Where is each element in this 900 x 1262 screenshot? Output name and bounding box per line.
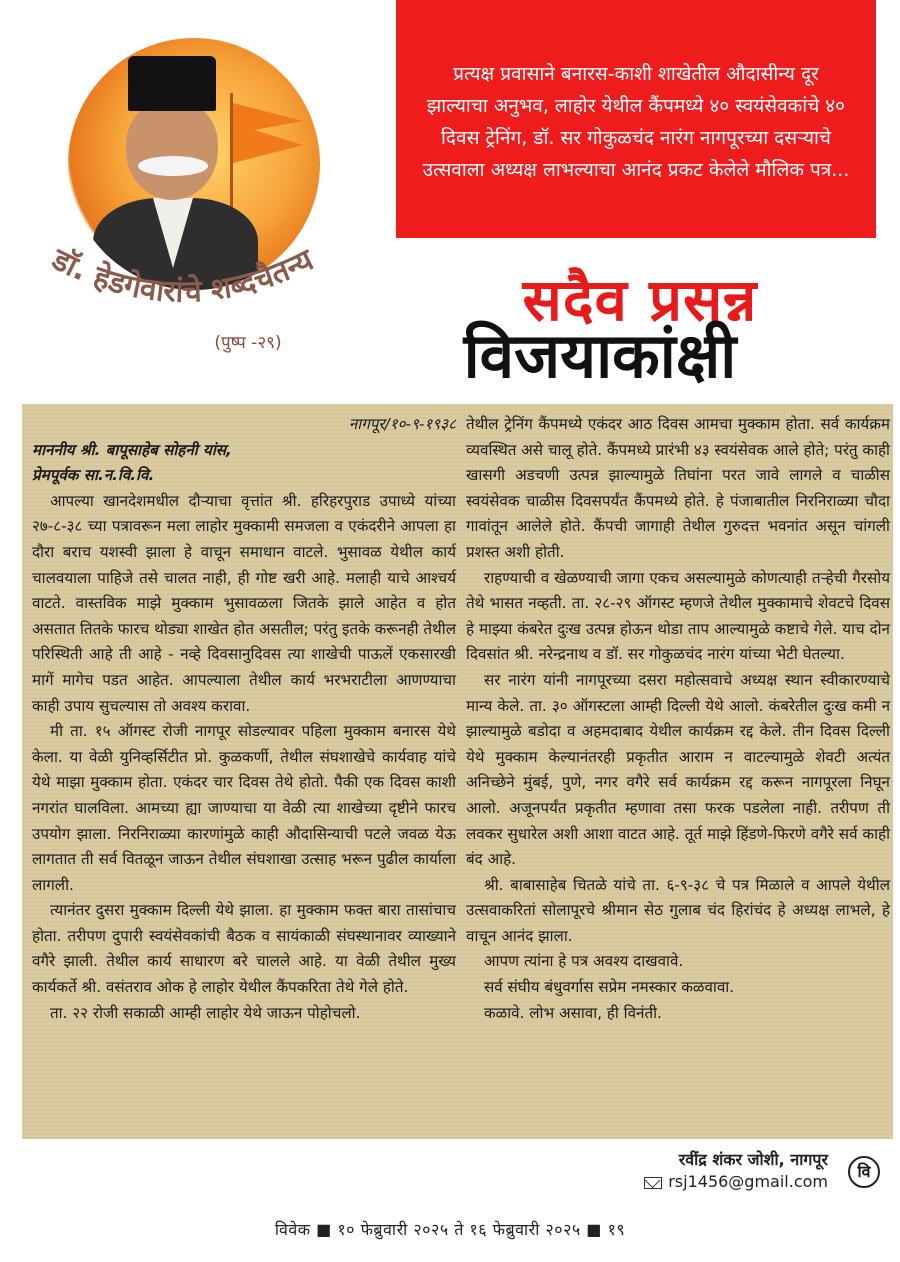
paragraph: सर्व संघीय बंधुवर्गास सप्रेम नमस्कार कळवावा.: [484, 978, 735, 997]
vivek-logo-icon: वि: [848, 1156, 880, 1188]
author-name: रवींद्र शंकर जोशी, नागपूर: [678, 1150, 828, 1169]
paragraph: श्री. बाबासाहेब चितळे यांचे ता. ६-९-३८ चे पत्र मिळाले व आपले येथील उत्सवाकरितां सोलापूरचे श्रीमान सेठ गुलाब चंद हिरांचंद हे अध्यक्ष लाभले, हे वाचून आनंद झाला.: [466, 875, 890, 945]
headline-line-1: सदैव प्रसन्न: [522, 266, 758, 334]
letter-salutation: माननीय श्री. बापूसाहेब सोहनी यांस,: [32, 440, 232, 459]
intro-box: प्रत्यक्ष प्रवासाने बनारस-काशी शाखेतील औदासीन्य दूर झाल्याचा अनुभव, लाहोर येथील कैंपमध्ये ४० स्वयंसेवकांचे ४० दिवस ट्रेनिंग, डॉ. सर गोकुळचंद नारंग नागपूरच्या दसऱ्याचे उत्सवाला अध्यक्ष लाभल्याचा आनंद प्रकट केलेले मौलिक पत्र...: [396, 0, 876, 238]
portrait-face: [126, 100, 218, 200]
portrait-cap: [128, 56, 216, 111]
portrait-caption-text: डॉ. हेडगेवारांचे शब्दचैतन्य: [46, 241, 319, 310]
paragraph: त्यानंतर दुसरा मुक्काम दिल्ली येथे झाला. हा मुक्काम फक्त बारा तासांचाच होता. तरीपण दुपारी स्वयंसेवकांची बैठक व सायंकाळी संघस्थानावर व्याख्याने वगैरे झाली. तेथील कार्य साधारण बरे चालले आहे. या वेळी तेथील मुख्य कार्यकर्ते श्री. वसंतराव ओक हे लाहोर येथील कैंपकरिता तेथे गेले होते.: [32, 901, 456, 997]
page-footer: विवेक ■ १० फेब्रुवारी २०२५ ते १६ फेब्रुवारी २०२५ ■ १९: [274, 1220, 626, 1239]
svg-text:डॉ. हेडगेवारांचे शब्दचैतन्य: [46, 242, 321, 310]
paragraph: तेथील ट्रेनिंग कैंपमध्ये एकंदर आठ दिवस आमचा मुक्काम होता. सर्व कार्यक्रम व्यवस्थित असे चालू होते. कैंपमध्ये प्रारंभी ४३ स्वयंसेवक आले होते; परंतु काही खासगी अडचणी उत्पन्न झाल्यामुळे तिघांना परत जावे लागले व चाळीस स्वयंसेवक चाळीस दिवसपर्यंत कैंपमध्ये होते. हे पंजाबातील निरनिराळ्या चौदा गावांतून आलेले होते. कैंपची जागाही तेथील गुरुदत्त भवनांत असून चांगली प्रशस्त अशी होती.: [466, 415, 890, 561]
saffron-flag: [233, 103, 303, 163]
portrait-caption: [30, 226, 370, 326]
author-email[interactable]: rsj1456@gmail.com: [668, 1172, 828, 1191]
portrait-mustache: [138, 156, 208, 176]
paragraph: आपण त्यांना हे पत्र अवश्य दाखवावे.: [484, 952, 684, 971]
email-row: [644, 1172, 828, 1191]
letter-panel: [22, 404, 893, 1139]
letter-greeting: प्रेमपूर्वक सा.न.वि.वि.: [32, 466, 155, 485]
pushp-number: (पुष्प -२९): [214, 333, 282, 353]
paragraph: सर नारंग यांनी नागपूरच्या दसरा महोत्सवाचे अध्यक्ष स्थान स्वीकारण्याचे मान्य केले. ता. ३० ऑगस्टला आम्ही दिल्ली येथे आलो. कंबरेतील दुःख कमी न झाल्यामुळे बडोदा व अहमदाबाद येथील कार्यक्रम रद्द केले. तीन दिवस दिल्ली येथे मुक्काम केल्यानंतरही प्रकृतीत आराम न वाटल्यामुळे शेवटी अत्यंत अनिच्छेने मुंबई, पुणे, नगर वगैरे सर्व कार्यक्रम रद्द करून नागपूरला निघून आलो. अजूनपर्यंत प्रकृतीत म्हणावा तसा फरक पडलेला नाही. तरीपण ती लवकर सुधारेल अशी आशा वाटत आहे. तूर्त माझे हिंडणे-फिरणे वगैरे सर्व काही बंद आहे.: [466, 670, 890, 869]
paragraph: राहण्याची व खेळण्याची जागा एकच असल्यामुळे कोणत्याही तऱ्हेची गैरसोय तेथे भासत नव्हती. ता. २८-२९ ऑगस्ट म्हणजे तेथील मुक्कामाचे शेवटचे दिवस हे माझ्या कंबरेत दुःख उत्पन्न होऊन थोडा ताप आल्यामुळे कष्टाचे गेले. याच दोन दिवसांत श्री. नरेन्द्रनाथ व डॉ. सर गोकुळचंद नारंग यांच्या भेटी घेतल्या.: [466, 568, 890, 664]
paragraph: कळावे. लोभ असावा, ही विनंती.: [484, 1003, 662, 1022]
letter-column-right: [466, 412, 890, 1026]
letter-column-left: [32, 412, 456, 1026]
paragraph: मी ता. १५ ऑगस्ट रोजी नागपूर सोडल्यावर पहिला मुक्काम बनारस येथे केला. या वेळी युनिव्हर्सिटीत प्रो. कुळकर्णी, तेथील संघशाखेचे कार्यवाह यांचे येथे माझा मुक्काम होता. एकंदर चार दिवस तेथे होतो. पैकी एक दिवस काशी नगरांत घालविला. आमच्या ह्या जाण्याचा या वेळी त्या शाखेच्या दृष्टीने फारच उपयोग झाला. निरनिराळ्या कारणांमुळे काही औदासिन्याची पटले जवळ येऊ लागतात ती सर्व वितळून जाऊन तेथील संघशाखा उत्साह भरून पुढील कार्याला लागली.: [32, 722, 456, 894]
mail-icon: [644, 1177, 662, 1189]
headline-line-2: विजयाकांक्षी: [463, 319, 737, 392]
portrait-block: [46, 38, 350, 358]
letter-date: नागपूर/१०-९-१९३८: [348, 415, 456, 433]
paragraph: आपल्या खानदेशमधील दौऱ्याचा वृत्तांत श्री. हरिहरपुराड उपाध्ये यांच्या २७-८-३८ च्या पत्रावरून मला लाहोर मुक्कामी समजला व एकंदरीने आपला हा दौरा बराच यशस्वी झाला हे वाचून समाधान वाटले. भुसावळ येथील कार्य चालवयाला पाहिजे तसे चालत नाही, ही गोष्ट खरी आहे. मलाही याचे आश्चर्य वाटते. वास्तविक माझे मुक्काम भुसावळला जितके झाले आहेत व होत असतात तितके फारच थोड्या शाखेत होत असतील; परंतु इतके करूनही तेथील परिस्थिती आहे ती आहे - नव्हे दिवसानुदिवस त्या शाखेची पाऊलें एकसारखी मागें मागेच पडत आहेत. आपल्याला तेथील कार्य भरभराटीला आणण्याचा काही उपाय सुचल्यास तो अवश्य करावा.: [32, 491, 456, 715]
paragraph: ता. २२ रोजी सकाळी आम्ही लाहोर येथे जाऊन पोहोचलो.: [50, 1003, 361, 1022]
